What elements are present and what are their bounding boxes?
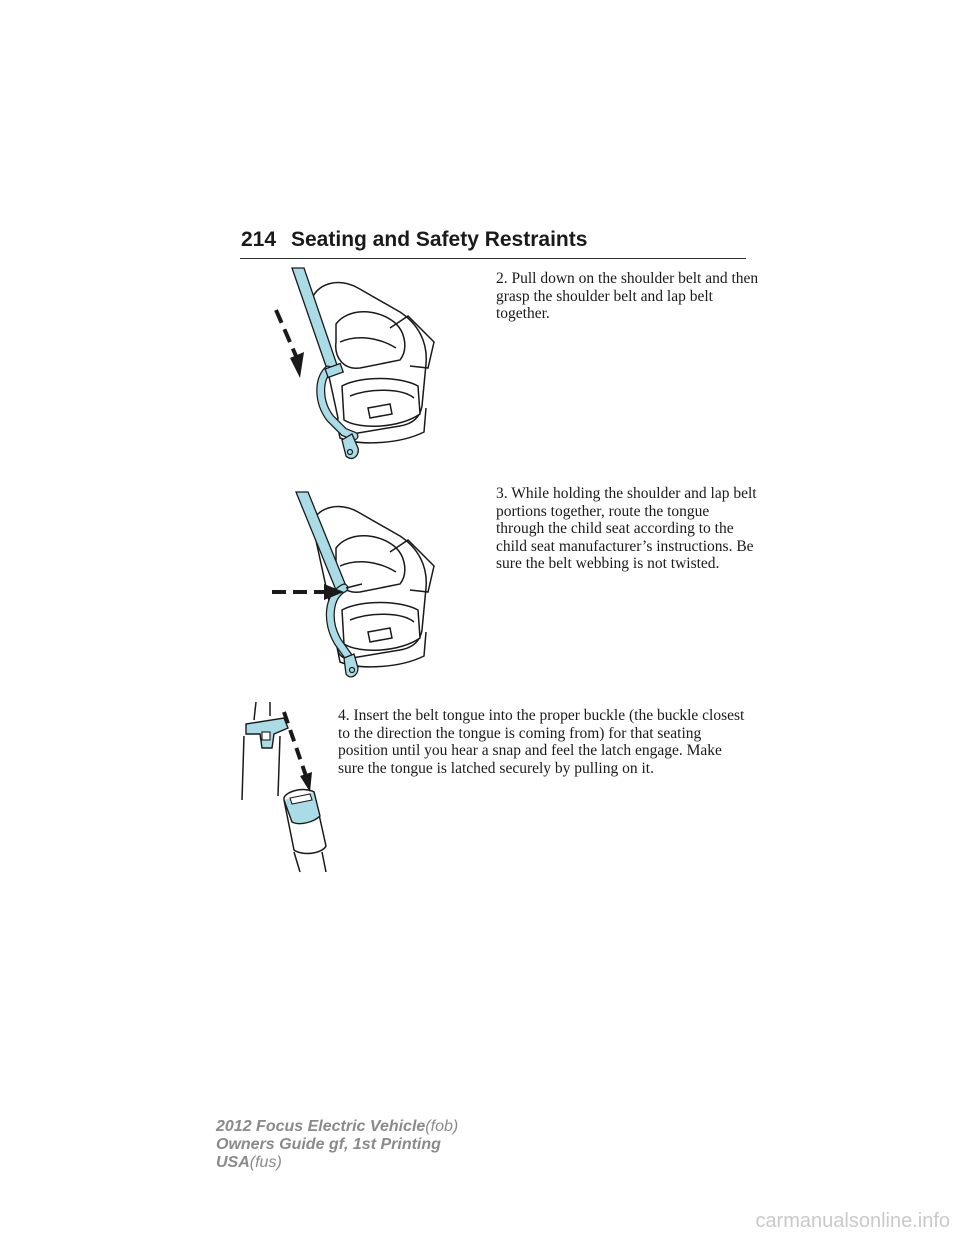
- footer-market-code: (fus): [249, 1154, 282, 1171]
- footer-market: USA: [216, 1154, 250, 1171]
- footer-model-code: (fob): [425, 1118, 459, 1135]
- footer-edition: Owners Guide gf, 1st Printing: [216, 1136, 441, 1153]
- header-rule: [240, 258, 746, 259]
- step-3-text: 3. While holding the shoulder and lap belt portions together, route the tongue through the child seat according to the child seat manufacturer’s instructions. Be sure the belt webbing is not twisted.: [496, 485, 757, 573]
- footer-line-3: [216, 1154, 458, 1172]
- footer-line-2: [216, 1136, 458, 1154]
- footer-model: 2012 Focus Electric Vehicle: [216, 1118, 426, 1135]
- step-2-text: 2. Pull down on the shoulder belt and then grasp the shoulder belt and lap belt together.: [496, 270, 759, 323]
- child-seat-route-tongue-illustration: [240, 492, 460, 684]
- buckle-insert-illustration: [232, 696, 336, 872]
- page-number: 214: [241, 228, 277, 251]
- section-title: Seating and Safety Restraints: [291, 228, 588, 251]
- child-seat-pull-belt-illustration: [240, 268, 460, 468]
- step-4-text: 4. Insert the belt tongue into the proper buckle (the buckle closest to the direction the tongue is coming from) for that seating position until you hear a snap and feel the latch engage. Make sure the tongue is latched securely by pulling on it.: [338, 707, 745, 777]
- page-footer: [216, 1118, 458, 1172]
- watermark-text: carmanualsonline.info: [755, 1210, 950, 1232]
- footer-line-1: [216, 1118, 458, 1136]
